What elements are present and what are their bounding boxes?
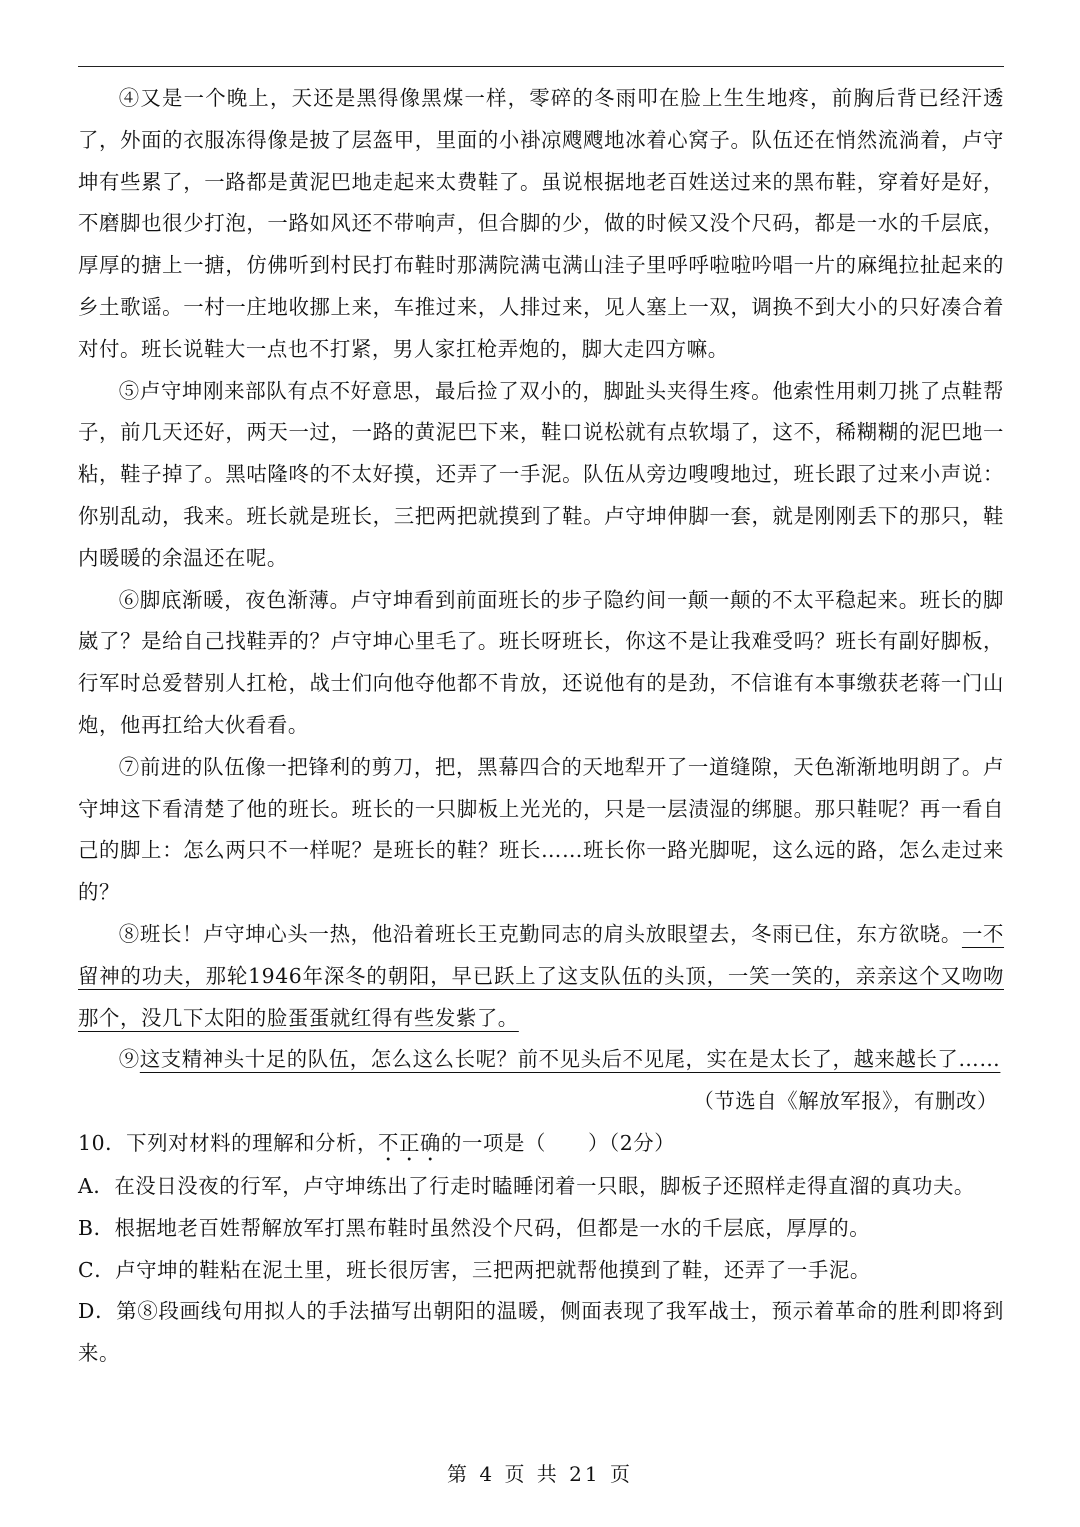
option-c: C．卢守坤的鞋粘在泥土里，班长很厉害，三把两把就帮他摸到了鞋，还弄了一手泥。 bbox=[78, 1257, 871, 1282]
paragraph-5: ⑤卢守坤刚来部队有点不好意思，最后捡了双小的，脚趾头夹得生疼。他索性用刺刀挑了点鞋帮子，前几天还好，两天一过，一路的黄泥巴下来，鞋口说松就有点软塌了，这不，稀糊糊的泥巴地一粘，鞋子掉了。黑咕隆咚的不太好摸，还弄了一手泥。队伍从旁边嗖嗖地过，班长跟了过来小声说：你别乱动，我来。班长就是班长，三把两把就摸到了鞋。卢守坤伸脚一套，就是刚刚丢下的那只，鞋内暖暖的余温还在呢。 bbox=[78, 378, 1004, 570]
option-a: A．在没日没夜的行军，卢守坤练出了行走时瞌睡闭着一只眼，脚板子还照样走得直溜的真功夫。 bbox=[78, 1173, 975, 1198]
paragraph-9-underlined-sentence: 这支精神头十足的队伍，怎么这么长呢？前不见头后不见尾，实在是太长了，越来越长了…… bbox=[139, 1047, 1001, 1072]
source-note: （节选自《解放军报》，有删改） bbox=[693, 1089, 998, 1114]
paragraph-7: ⑦前进的队伍像一把锋利的剪刀，把，黑幕四合的天地犁开了一道缝隙，天色渐渐地明朗了。卢守坤这下看清楚了他的班长。班长的一只脚板上光光的，只是一层渍湿的绑腿。那只鞋呢？再一看自己的脚上：怎么两只不一样呢？是班长的鞋？班长……班长你一路光脚呢，这么远的路，怎么走过来的？ bbox=[78, 754, 1004, 905]
question-stem bbox=[78, 1123, 1004, 1166]
paragraph-9 bbox=[78, 1039, 1004, 1081]
header-rule bbox=[78, 66, 1004, 67]
paragraph-9-number: ⑨ bbox=[118, 1047, 140, 1072]
question-emphasis: 不正确 bbox=[378, 1130, 442, 1155]
paragraph-8-underlined-sentence: 一不留神的功夫，那轮1946年深冬的朝阳，早已跃上了这支队伍的头顶，一笑一笑的，亲亲这个又吻吻那个，没几下太阳的脸蛋蛋就红得有些发紫了。 bbox=[78, 921, 1005, 1030]
page-content bbox=[78, 78, 1004, 1375]
option-d: D．第⑧段画线句用拟人的手法描写出朝阳的温暖，侧面表现了我军战士，预示着革命的胜利即将到来。 bbox=[78, 1299, 1004, 1366]
paragraph-8-text: ⑧班长！卢守坤心头一热，他沿着班长王克勤同志的肩头放眼望去，冬雨已住，东方欲晓。 bbox=[118, 921, 962, 946]
option-b: B．根据地老百姓帮解放军打黑布鞋时虽然没个尺码，但都是一水的千层底，厚厚的。 bbox=[78, 1215, 871, 1240]
paragraph-6: ⑥脚底渐暖，夜色渐薄。卢守坤看到前面班长的步子隐约间一颠一颠的不太平稳起来。班长的脚崴了？是给自己找鞋弄的？卢守坤心里毛了。班长呀班长，你这不是让我难受吗？班长有副好脚板，行军时总爱替别人扛枪，战士们向他夺他都不肯放，还说他有的是劲，不信谁有本事缴获老蒋一门山炮，他再扛给大伙看看。 bbox=[78, 587, 1004, 737]
question-stem-before: 10．下列对材料的理解和分析， bbox=[78, 1130, 379, 1155]
question-stem-after: 的一项是（ ）（2分） bbox=[441, 1130, 676, 1155]
paragraph-4: ④又是一个晚上，天还是黑得像黑煤一样，零碎的冬雨叩在脸上生生地疼，前胸后背已经汗透了，外面的衣服冻得像是披了层盔甲，里面的小褂凉飕飕地冰着心窝子。队伍还在悄然流淌着，卢守坤有些累了，一路都是黄泥巴地走起来太费鞋了。虽说根据地老百姓送过来的黑布鞋，穿着好是好，不磨脚也很少打泡，一路如风还不带响声，但合脚的少，做的时候又没个尺码，都是一水的千层底，厚厚的搪上一搪，仿佛听到村民打布鞋时那满院满屯满山洼子里呼呼啦啦吟唱一片的麻绳拉扯起来的乡土歌谣。一村一庄地收挪上来，车推过来，人排过来，见人塞上一双，调换不到大小的只好凑合着对付。班长说鞋大一点也不打紧，男人家扛枪弄炮的，脚大走四方嘛。 bbox=[78, 86, 1004, 361]
page-number: 第 4 页 共 21 页 bbox=[447, 1462, 633, 1486]
paragraph-8 bbox=[78, 914, 1004, 1039]
